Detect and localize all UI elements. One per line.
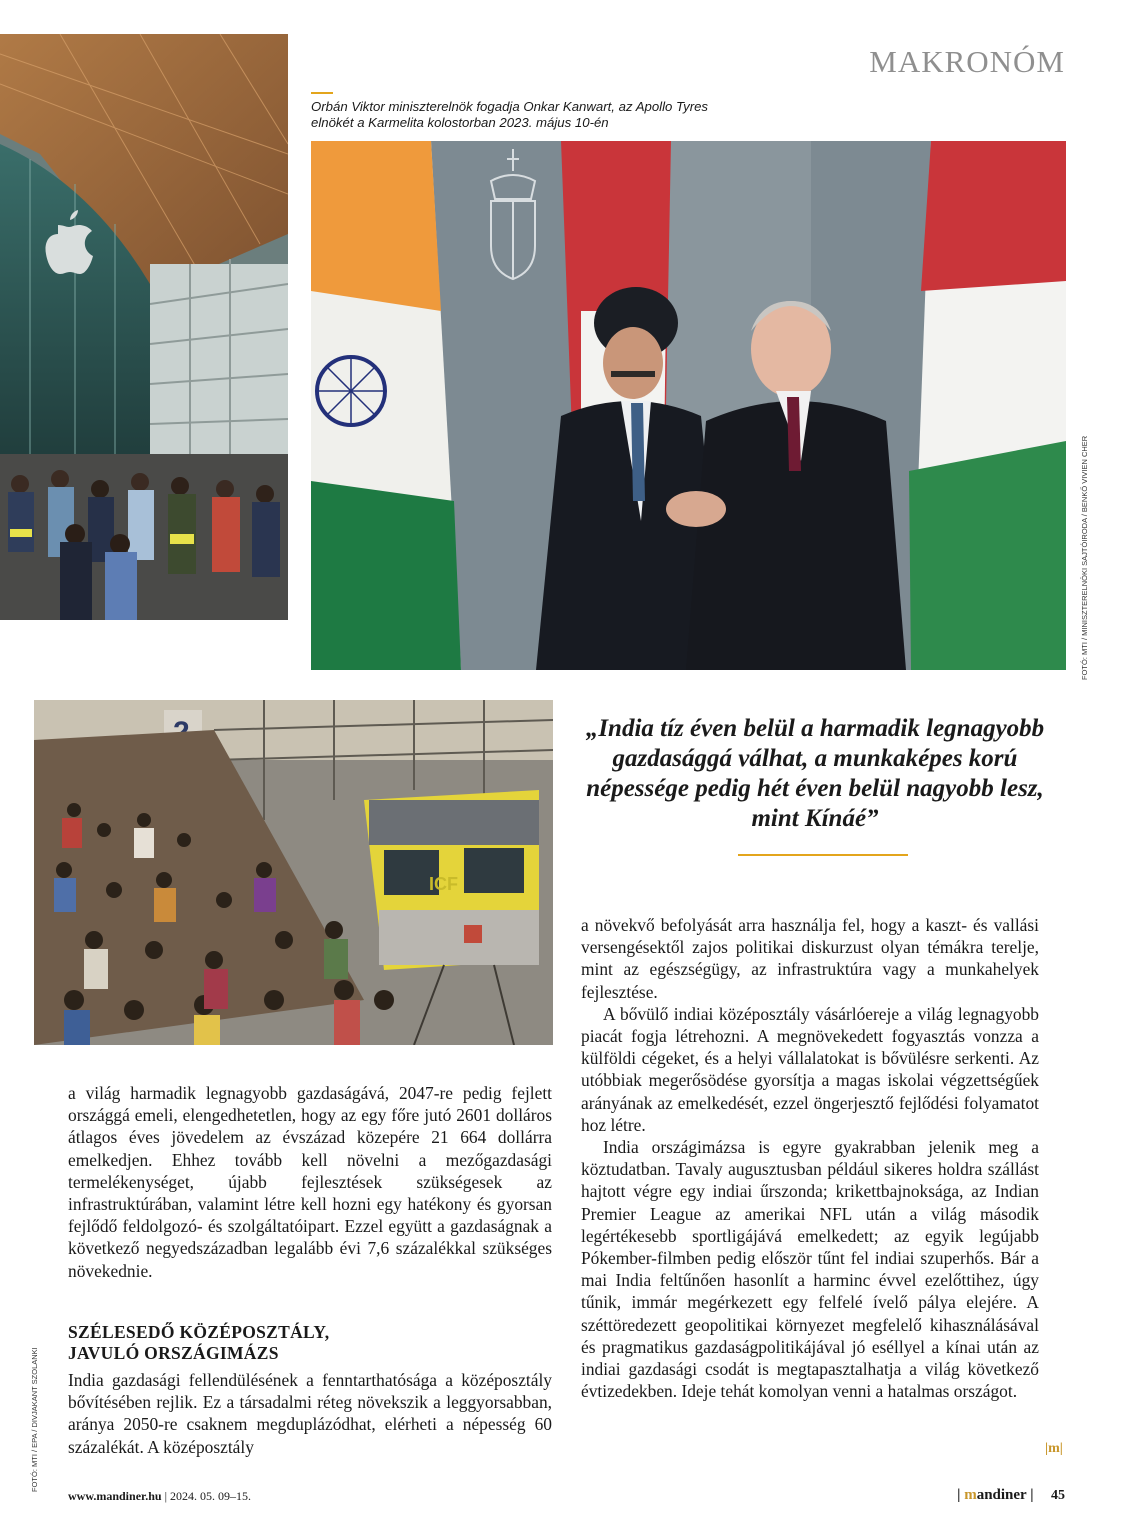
subheading [68, 1322, 552, 1364]
subheading-line-1: SZÉLESEDŐ KÖZÉPOSZTÁLY, [68, 1322, 330, 1342]
end-mark: |m| [1045, 1441, 1063, 1456]
footer-brand: | mandiner | [957, 1487, 1034, 1503]
footer-site[interactable]: www.mandiner.hu [68, 1489, 162, 1503]
handshake [666, 491, 726, 527]
photo-credit-left: FOTÓ: MTI / EPA / DIVJAKANT SZOLANKI [30, 1347, 39, 1492]
apple-store-illustration [0, 34, 288, 620]
photo-train-crowd [34, 700, 553, 1045]
photo-apple-store [0, 34, 288, 620]
left-paragraph-2: India gazdasági fellendülésének a fenntarthatósága a középosztály bővítésében rejlik. Ez a társadalmi réteg növekszik a leggyorsabban, aránya 2050-re csaknem megduplázódhat, elérheti a népesség 60 százalékát. A középosztály [68, 1370, 552, 1457]
left-paragraph-1: a világ harmadik legnagyobb gazdaságává, 2047-re pedig fejlett országgá emeli, elengedhetetlen, hogy az egy főre jutó 2601 dolláros átlagos éves jövedelem az évszázad közepére 21 664 dollárra emelkedjen. Ehhez tovább kell növelni a mezőgazdasági termelékenységet, újabb fejlesztések szükségesek az infrastruktúrában, valamint létre kell hozni egy hatékony és gyorsan fejlődő feldolgozó- és szolgáltatóipart. Ezzel együtt a gazdaságnak a következő negyedszázadban legalább évi 7,6 százalékkal szükséges növekednie. [68, 1083, 552, 1281]
right-column [581, 914, 1039, 1402]
footer-right [957, 1487, 1065, 1504]
photo-handshake [311, 141, 1066, 670]
pull-quote: „India tíz éven belül a harmadik legnagyobb gazdasággá válhat, a munkaképes korú népessége pedig hét éven belül nagyobb lesz, mint Kínáé” [585, 715, 1045, 832]
page-number: 45 [1051, 1488, 1065, 1503]
section-title: MAKRONÓM [869, 44, 1065, 79]
photo-credit-top: FOTÓ: MTI / MINISZTERELNÖKI SAJTÓIRODA / BENKŐ VIVIEN CHER [1080, 435, 1089, 680]
caption-accent-rule [311, 92, 333, 94]
right-paragraph-2: A bővülő indiai középosztály vásárlóereje a világ legnagyobb piacát fogja létrehozni. A megnövekedett fogyasztás vonzza a külföldi cégeket, és a helyi vállalatokat is bővülésre serkenti. Az utóbbiak megerősödése gyorsítja a magas iskolai végzettségűek arányának az emelkedését, ezzel öngerjesztő fejlődési folyamatot hoz létre. [581, 1003, 1039, 1135]
svg-text:ICF: ICF [429, 874, 458, 894]
pull-quote-rule [738, 854, 908, 856]
handshake-illustration [311, 141, 1066, 670]
footer-left [68, 1489, 251, 1504]
right-paragraph-1: a növekvő befolyását arra használja fel, hogy a kaszt- és vallási versengésektől zajos politikai diskurzust olyan témákra terelje, mint az egészségügy, az infrastruktúra vagy a munkahelyek fejlesztése. [581, 915, 1039, 1002]
brand-m: m [964, 1487, 977, 1503]
footer-date: | 2024. 05. 09–15. [164, 1489, 251, 1503]
left-column [68, 1082, 552, 1282]
photo-caption: Orbán Viktor miniszterelnök fogadja Onkar Kanwart, az Apollo Tyres elnökét a Karmelita kolostorban 2023. május 10-én [311, 99, 709, 130]
left-column-continued [68, 1369, 552, 1458]
right-paragraph-3: India országimázsa is egyre gyakrabban jelenik meg a köztudatban. Tavaly augusztusban például sikeres holdra szállást hajtott végre egy indiai űrszonda; krikettbajnoksága, az Indian Premier League az amerikai NFL után a világ második legértékesebb sportligájává emelkedett; az egyik legújabb Pókember-filmben pedig először tűnt fel indiai szuperhős. Bár a mai India feltűnően hasonlít a harminc évvel ezelőttihez, úgy tűnik, immár megérkezett egy felfelé ívelő pálya elejére. A széttöredezett geopolitikai környezet megfelelő kihasználásával és pragmatikus gazdaságpolitikájával jó eséllyel a kínai után az indiai gazdasági csodát is megtapasztalhatja a világ következő évtizedekben. Ideje tehát komolyan venni a hatalmas országot. [581, 1137, 1039, 1402]
hungarian-flag-right [909, 141, 1066, 670]
subheading-line-2: JAVULÓ ORSZÁGIMÁZS [68, 1343, 279, 1363]
brand-rest: andiner [976, 1487, 1027, 1503]
train-illustration [34, 700, 553, 1045]
